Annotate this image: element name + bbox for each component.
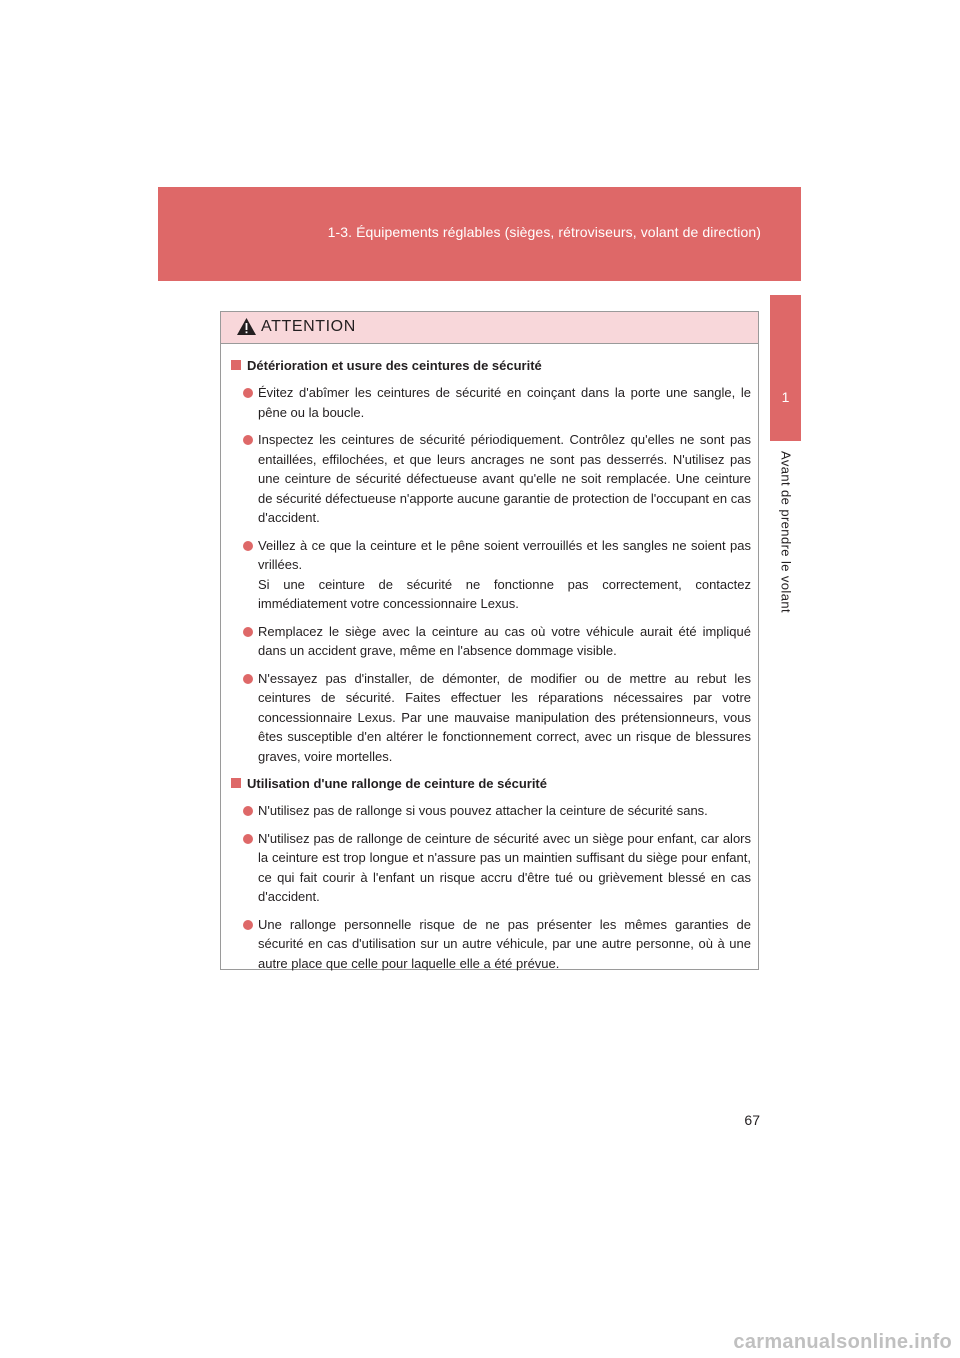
warning-triangle-icon: [236, 317, 257, 336]
paragraph: N'utilisez pas de rallonge de ceinture de sécurité avec un siège pour enfant, car alors la ceinture est trop longue et n'assure pas un maintien suffisant du siège pour enfant, ce qui fait courir à l'enfant un risque accru d'être tué ou grièvement blessé en cas d'accident.: [258, 830, 751, 904]
list-item: [231, 915, 751, 974]
paragraph: Inspectez les ceintures de sécurité périodiquement. Contrôlez qu'elles ne sont pas entaillées, effilochées, et que leurs ancrages ne sont pas desserrés. N'utilisez pas une ceinture de sécurité défectueuse avant qu'elle ne soit remplacée. Une ceinture de sécurité défectueuse n'apporte aucune garantie de protection de l'occupant en cas d'accident.: [258, 432, 751, 525]
warning-header: [221, 312, 758, 344]
list-item: [231, 622, 751, 661]
list-item: [231, 801, 751, 821]
list-item-text: [258, 430, 751, 528]
bullet-dot-icon: [243, 388, 253, 398]
chapter-label: Avant de prendre le volant: [778, 451, 793, 613]
list-item-text: [258, 829, 751, 907]
watermark: carmanualsonline.info: [733, 1331, 952, 1353]
paragraph: N'essayez pas d'installer, de démonter, de modifier ou de mettre au rebut les ceintures de sécurité. Faites effectuer les réparations nécessaires par votre concessionnaire Lexus. Par une mauvaise manipulation des prétensionneurs, vous êtes susceptible d'en altérer le fonctionnement correct, avec un risque de blessures graves, voire mortelles.: [258, 670, 751, 764]
list-item: [231, 829, 751, 907]
paragraph: Remplacez le siège avec la ceinture au cas où votre véhicule aurait été impliqué dans un accident grave, même en l'absence dommage visible.: [258, 623, 751, 658]
paragraph: Une rallonge personnelle risque de ne pas présenter les mêmes garanties de sécurité en cas d'utilisation sur un autre véhicule, par une autre personne, où à une autre place que celle pour laquelle elle a été prévue.: [258, 916, 751, 971]
paragraph: N'utilisez pas de rallonge si vous pouvez attacher la ceinture de sécurité sans.: [258, 803, 708, 818]
section-heading-text: Utilisation d'une rallonge de ceinture de sécurité: [247, 776, 547, 791]
list-item: [231, 536, 751, 614]
section-title: 1-3. Équipements réglables (sièges, rétroviseurs, volant de direction): [327, 224, 761, 240]
list-item: [231, 669, 751, 767]
bullet-dot-icon: [243, 674, 253, 684]
chapter-label-container: [770, 452, 801, 612]
list-item-text: [258, 536, 751, 614]
list-item-text: [258, 383, 751, 422]
section-heading: [231, 356, 751, 375]
section-heading: [231, 774, 751, 793]
page-number: 67: [744, 1112, 760, 1128]
warning-title: ATTENTION: [261, 318, 356, 335]
square-bullet-icon: [231, 360, 241, 370]
chapter-number: 1: [781, 389, 790, 405]
bullet-dot-icon: [243, 541, 253, 551]
list-item-text: [258, 622, 751, 661]
paragraph: Si une ceinture de sécurité ne fonctionne pas correctement, contactez immédiatement votre concessionnaire Lexus.: [258, 576, 751, 611]
bullet-dot-icon: [243, 920, 253, 930]
paragraph: Veillez à ce que la ceinture et le pêne soient verrouillés et les sangles ne soient pas vrillées.: [258, 537, 751, 572]
list-item: [231, 383, 751, 422]
bullet-dot-icon: [243, 806, 253, 816]
warning-body: [221, 344, 758, 973]
section-heading-text: Détérioration et usure des ceintures de sécurité: [247, 358, 542, 373]
chapter-tab: [770, 295, 801, 441]
square-bullet-icon: [231, 778, 241, 788]
list-item: [231, 430, 751, 528]
section-header-band: [158, 187, 801, 281]
list-item-text: [258, 669, 751, 767]
list-item-text: [258, 915, 751, 974]
list-item-text: [258, 801, 751, 821]
warning-box: [220, 311, 759, 970]
bullet-dot-icon: [243, 834, 253, 844]
bullet-dot-icon: [243, 627, 253, 637]
paragraph: Évitez d'abîmer les ceintures de sécurité en coinçant dans la porte une sangle, le pêne ou la boucle.: [258, 385, 751, 420]
bullet-dot-icon: [243, 435, 253, 445]
